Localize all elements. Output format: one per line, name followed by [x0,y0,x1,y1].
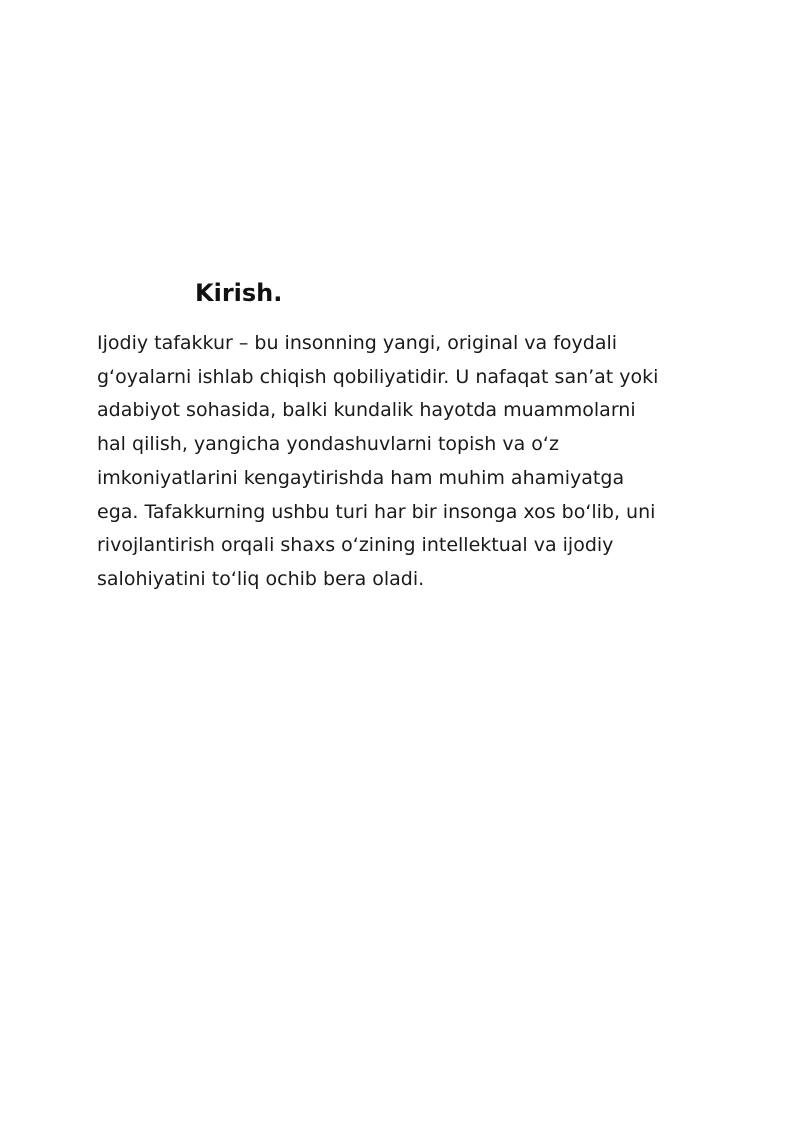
paragraph-line: hal qilish, yangicha yondashuvlarni topish va o‘z [97,433,559,456]
paragraph-line: ega. Tafakkurning ushbu turi har bir insonga xos bo‘lib, uni [97,500,656,523]
paragraph-line: imkoniyatlarini kengaytirishda ham muhim ahamiyatga [97,466,625,489]
paragraph-line: g‘oyalarni ishlab chiqish qobiliyatidir. U nafaqat san’at yoki [97,365,659,388]
paragraph-line: Ijodiy tafakkur – bu insonning yangi, original va foydali [97,332,618,354]
paragraph-line: salohiyatini to‘liq ochib bera oladi. [97,567,425,590]
paragraph-line: rivojlantirish orqali shaxs o‘zining intellektual va ijodiy [97,534,614,557]
section-heading: Kirish. [195,279,283,307]
intro-paragraph [97,327,658,597]
paragraph-line: adabiyot sohasida, balki kundalik hayotda muammolarni [97,399,636,422]
